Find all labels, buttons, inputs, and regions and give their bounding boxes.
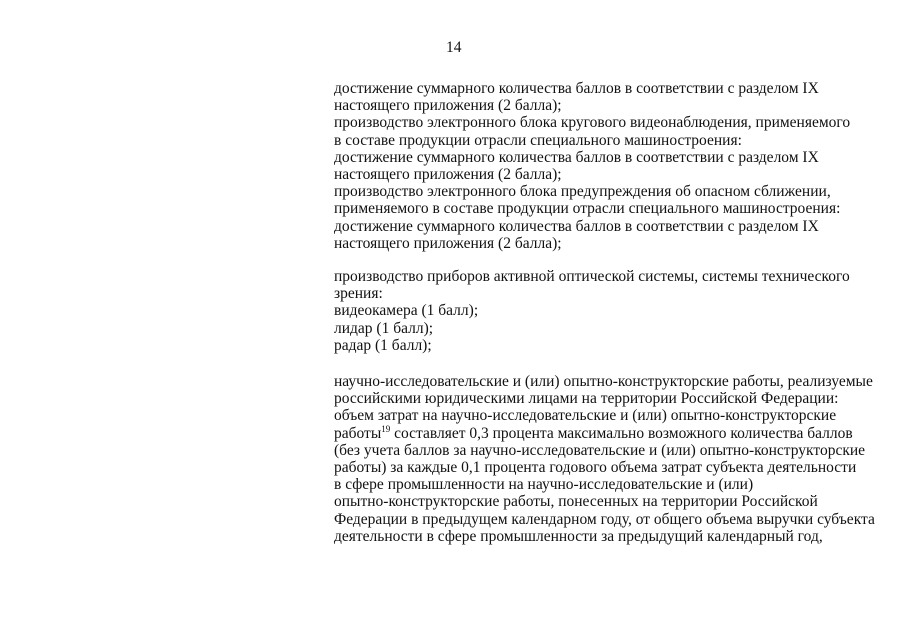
text-line: производство электронного блока предупреждения об опасном сближении, — [334, 183, 831, 201]
paragraph-block-2 — [334, 268, 894, 354]
text-line: достижение суммарного количества баллов в соответствии с разделом IX — [334, 217, 819, 235]
text-line: радар (1 балл); — [334, 336, 432, 354]
text-line: настоящего приложения (2 балла); — [334, 97, 562, 115]
text-line: деятельности в сфере промышленности за предыдущий календарный год, — [334, 527, 823, 545]
paragraph-block-3 — [334, 373, 894, 545]
text-line: опытно-конструкторские работы, понесенных на территории Российской — [334, 493, 818, 511]
text-line: объем затрат на научно-исследовательские и (или) опытно-конструкторские — [334, 407, 837, 425]
text-line: (без учета баллов за научно-исследовательские и (или) опытно-конструкторские — [334, 441, 866, 459]
text-line: производство электронного блока кругового видеонаблюдения, применяемого — [334, 114, 851, 132]
text-line: достижение суммарного количества баллов в соответствии с разделом IX — [334, 148, 819, 166]
text-line: достижение суммарного количества баллов в соответствии с разделом IX — [334, 80, 819, 97]
text-line: применяемого в составе продукции отрасли специального машиностроения: — [334, 200, 841, 218]
text-fragment: составляет 0,3 процента максимально возможного количества баллов — [390, 424, 853, 442]
text-line: Федерации в предыдущем календарном году, от общего объема выручки субъекта — [334, 510, 875, 528]
text-line: настоящего приложения (2 балла); — [334, 166, 562, 184]
text-line: зрения: — [334, 285, 383, 303]
text-line: настоящего приложения (2 балла); — [334, 234, 562, 252]
text-line: производство приборов активной оптической системы, системы технического — [334, 268, 850, 285]
text-fragment: работы — [334, 424, 382, 442]
text-line: научно-исследовательские и (или) опытно-конструкторские работы, реализуемые — [334, 373, 873, 390]
text-line: видеокамера (1 балл); — [334, 302, 479, 320]
page-number: 14 — [446, 39, 462, 56]
text-line: российскими юридическими лицами на территории Российской Федерации: — [334, 390, 839, 408]
text-line: лидар (1 балл); — [334, 319, 434, 337]
text-line: работы) за каждые 0,1 процента годового объема затрат субъекта деятельности — [334, 459, 857, 477]
text-line: в сфере промышленности на научно-исследовательские и (или) — [334, 476, 754, 494]
text-line-with-footnote — [334, 425, 894, 442]
paragraph-block-1 — [334, 80, 894, 252]
footnote-reference[interactable]: 19 — [381, 423, 391, 434]
text-line: в составе продукции отрасли специального машиностроения: — [334, 131, 742, 149]
